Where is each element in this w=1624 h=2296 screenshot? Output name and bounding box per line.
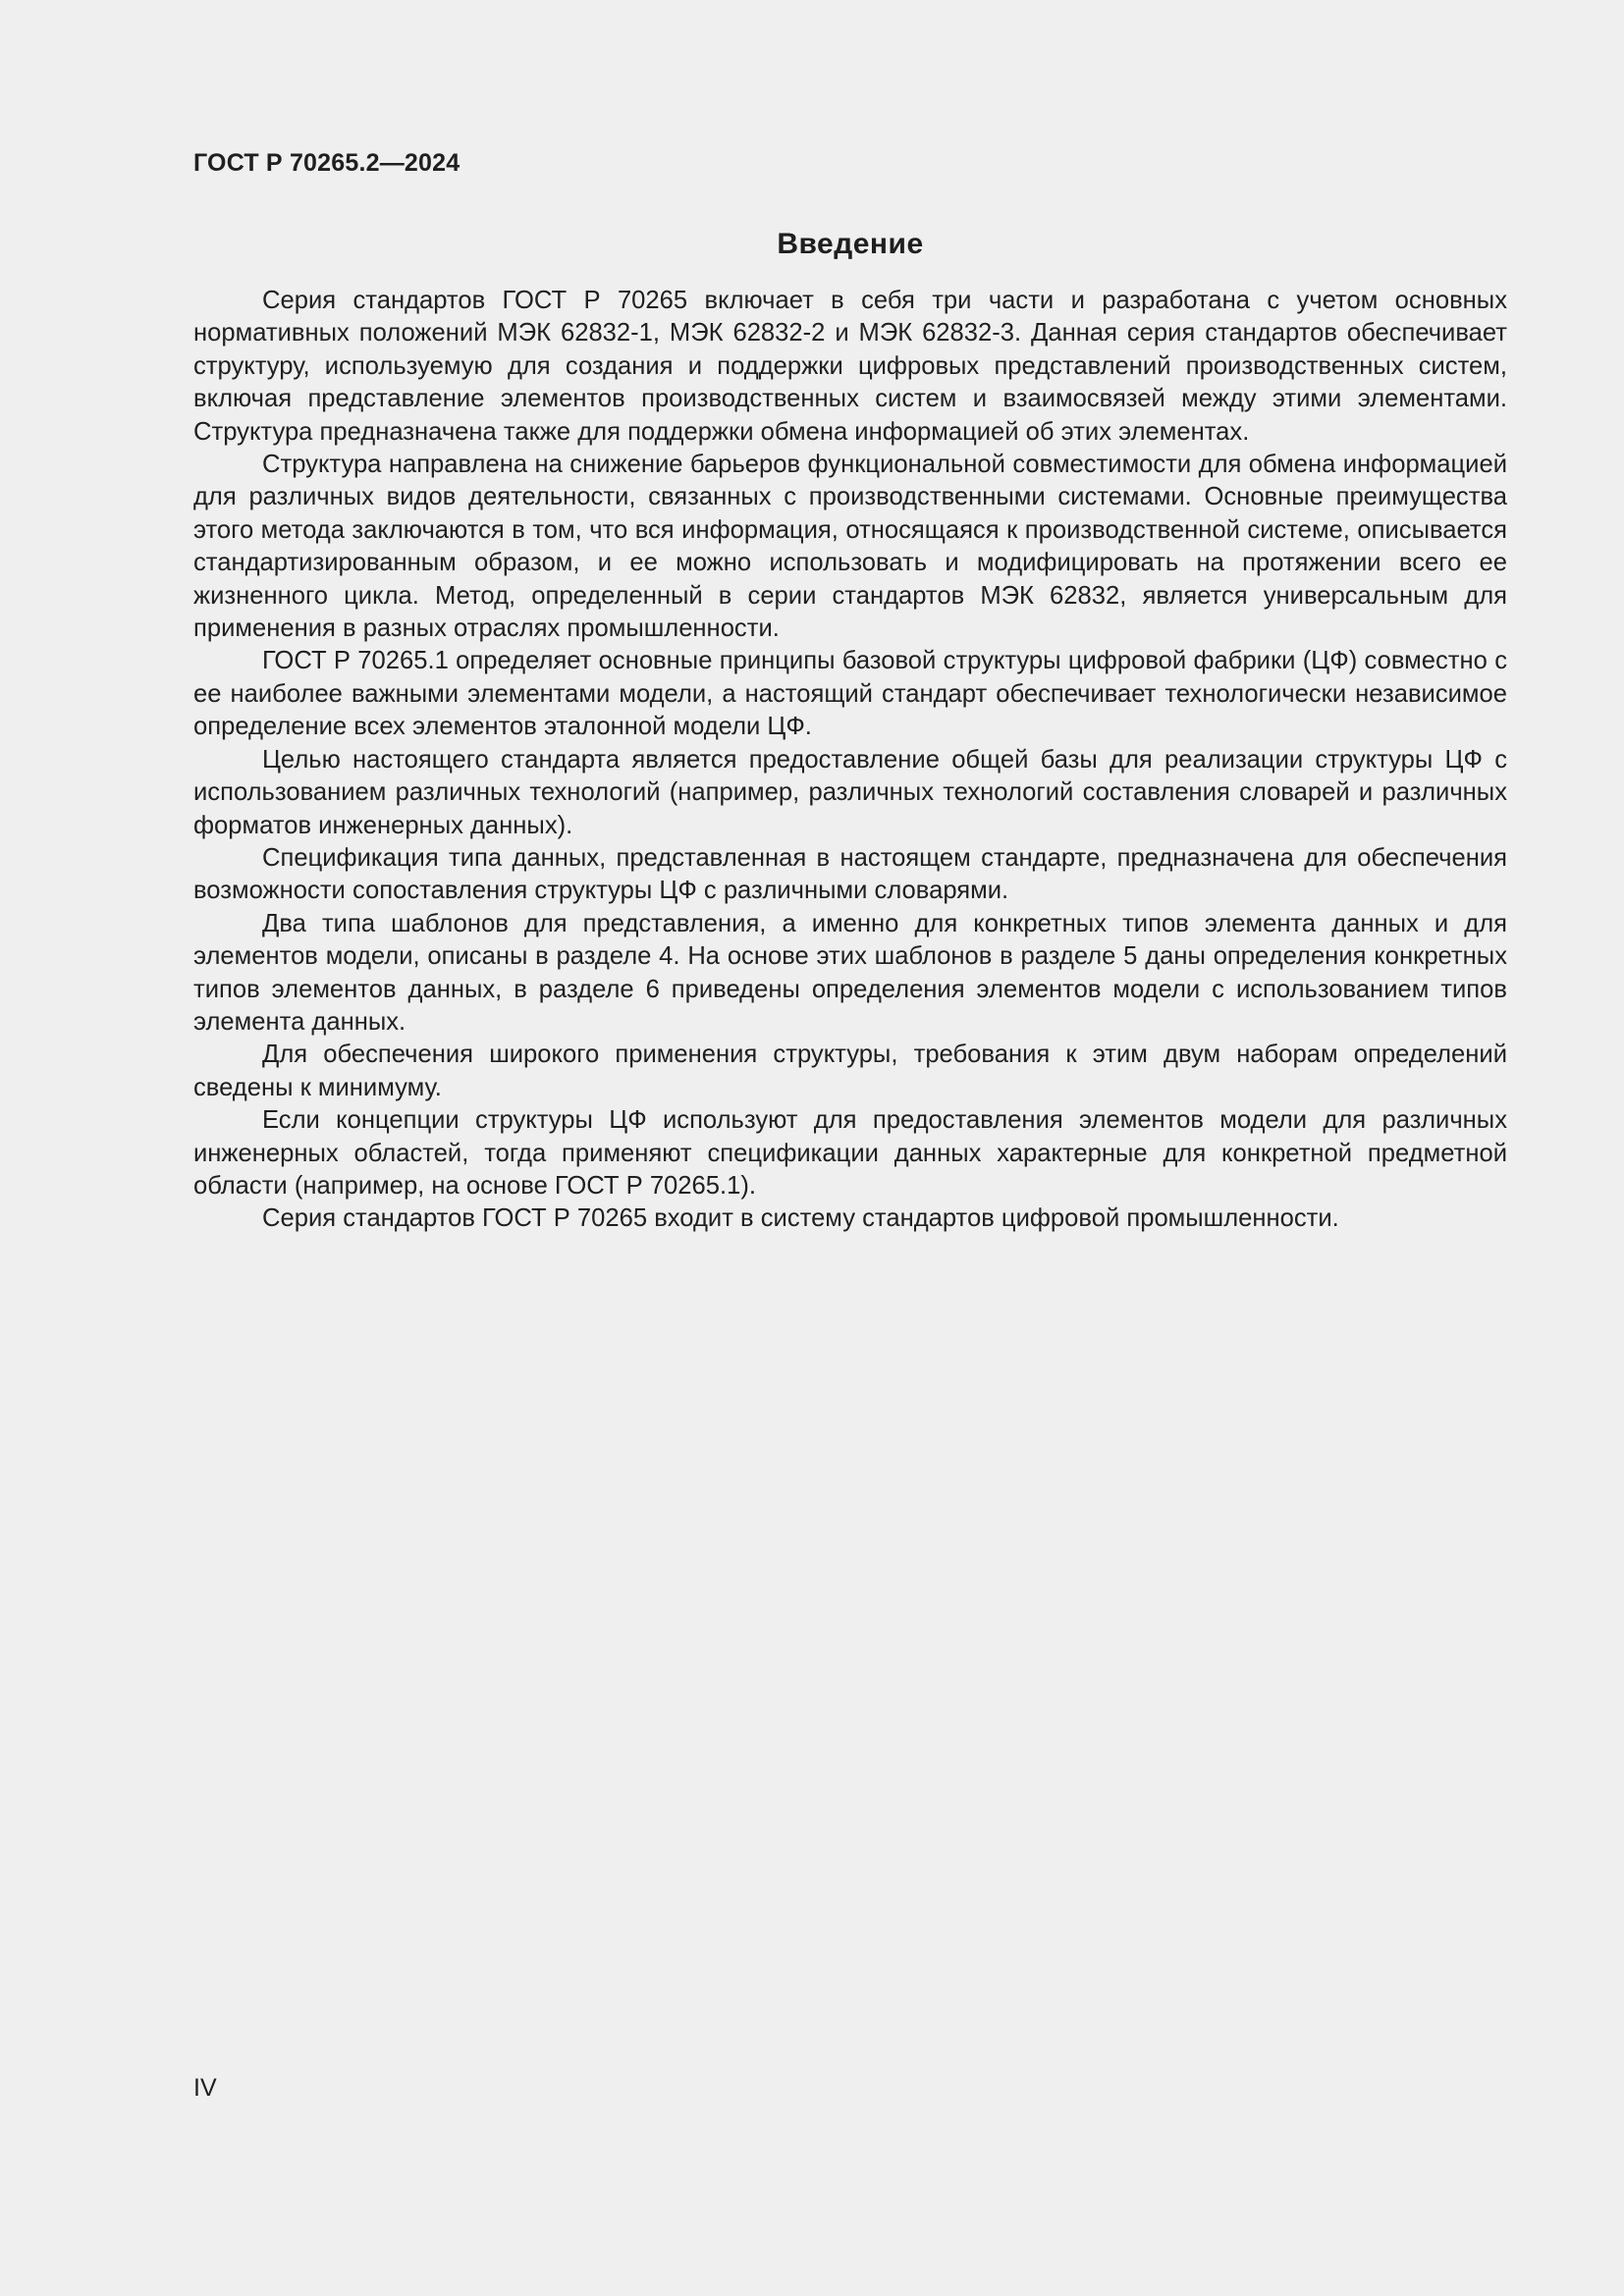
- paragraph: ГОСТ Р 70265.1 определяет основные принципы базовой структуры цифровой фабрики (ЦФ) совместно с ее наиболее важными элементами модели, а настоящий стандарт обеспечивает технологически независимое определение всех элементов эталонной модели ЦФ.: [193, 647, 1507, 741]
- section-title: Введение: [777, 228, 924, 260]
- paragraph: Серия стандартов ГОСТ Р 70265 включает в себя три части и разработана с учетом основных нормативных положений МЭК 62832-1, МЭК 62832-2 и МЭК 62832-3. Данная серия стандартов обеспечивает структуру, используемую для создания и поддержки цифровых представлений производственных систем, включая представление элементов производственных систем и взаимосвязей между этими элементами. Структура предназначена также для поддержки обмена информацией об этих элементах.: [193, 287, 1507, 446]
- page-number: IV: [193, 2074, 217, 2102]
- document-header-code: ГОСТ Р 70265.2—2024: [193, 149, 460, 177]
- paragraph: Серия стандартов ГОСТ Р 70265 входит в систему стандартов цифровой промышленности.: [262, 1204, 1339, 1233]
- paragraph: Два типа шаблонов для представления, а именно для конкретных типов элемента данных и для элементов модели, описаны в разделе 4. На основе этих шаблонов в разделе 5 даны определения конкретных типов элементов данных, в разделе 6 приведены определения элементов модели с использованием типов элемента данных.: [193, 909, 1507, 1036]
- paragraph: Целью настоящего стандарта является предоставление общей базы для реализации структуры ЦФ с использованием различных технологий (например, различных технологий составления словарей и различных форматов инженерных данных).: [193, 745, 1507, 839]
- paragraph: Спецификация типа данных, представленная в настоящем стандарте, предназначена для обеспечения возможности сопоставления структуры ЦФ с различными словарями.: [193, 843, 1507, 905]
- paragraph: Если концепции структуры ЦФ используют для предоставления элементов модели для различных инженерных областей, тогда применяют спецификации данных характерные для конкретной предметной области (например, на основе ГОСТ Р 70265.1).: [193, 1106, 1507, 1200]
- paragraph: Структура направлена на снижение барьеров функциональной совместимости для обмена информацией для различных видов деятельности, связанных с производственными системами. Основные преимущества этого метода заключаются в том, что вся информация, относящаяся к производственной системе, описывается стандартизированным образом, и ее можно использовать и модифицировать на протяжении всего ее жизненного цикла. Метод, определенный в серии стандартов МЭК 62832, является универсальным для применения в разных отраслях промышленности.: [193, 451, 1507, 643]
- paragraph: Для обеспечения широкого применения структуры, требования к этим двум наборам определений сведены к минимуму.: [193, 1041, 1507, 1101]
- section-body: [193, 285, 1507, 1236]
